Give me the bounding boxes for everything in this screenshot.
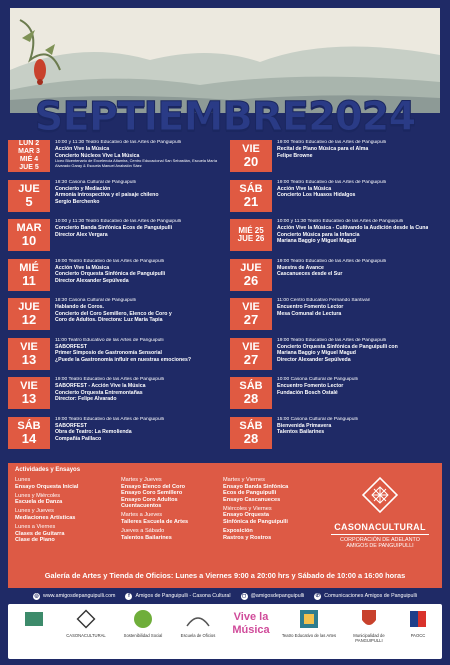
instagram-icon: ◻ [241,593,247,599]
sponsors-strip [8,604,442,659]
event-date-badge [8,140,50,172]
event-info [50,377,164,411]
event-title-line: Fundación Bosch Ostalé [277,389,338,396]
activities-column-2 [121,477,221,544]
activity-name: Ensayo Orquesta [223,512,270,519]
activity-item [223,528,323,541]
casona-cultural-logo [326,475,434,565]
activity-name: Ecos de Panguipulli [223,490,277,497]
social-links [0,590,450,602]
event-title-line: Obra de Teatro: La Remolienda [55,429,132,436]
activity-days: Lunes [15,477,31,483]
event-title-line: Concierto Los Huasos Hidalgos [277,192,356,199]
event-title-line: Concierto Música para la Infancia [277,231,360,238]
activities-column-1 [15,477,120,546]
escuela-icon [183,608,213,630]
event-title-line: Director Alexander Sepúlveda [277,356,351,363]
event-date-badge [230,377,272,409]
event-venue: 19:00 Teatro Educativo de las Artes de Panguipulli [277,179,386,185]
social-web[interactable] [33,593,115,600]
sponsor-municipalidad-label: Municipalidad de PANGUIPULLI [353,633,385,643]
event-item [230,417,444,451]
activity-name: Clase de Piano [15,537,55,544]
event-title-line: Director Alexander Sepúlveda [55,277,129,284]
event-item [8,140,222,174]
municipal-shield-icon [360,608,378,630]
event-item [230,140,444,174]
sponsor-teatro-label: Teatro Educativo de las Artes [281,633,337,638]
event-date-badge [230,140,272,172]
event-day-number: 11 [22,272,36,288]
event-title-line: SABORFEST [55,343,87,350]
event-date-line: JUE 5 [19,164,39,171]
event-title-line: Primer Simposio de Gastronomía Sensorial [55,350,162,357]
event-weekday: SÁB [239,182,263,195]
event-venue: 18:30 Casona Cultural de Panguipulli [55,179,136,185]
event-date-line: MIÉ 4 [19,156,39,163]
event-title-line: Armonía introspectiva y el paisaje chileno [55,192,159,199]
event-weekday: JUE [18,301,40,313]
event-date-line: MIÉ 25 [238,226,264,235]
event-info [50,219,181,253]
event-title-line: Hablando de Coros. [55,304,104,311]
event-venue: 15:00 Casona Cultural de Panguipulli [277,416,358,422]
event-title-line: Mesa Comunal de Lectura [277,310,342,317]
casona-logo-name: CASONACULTURAL [334,522,426,532]
event-weekday: VIE [20,340,38,353]
sponsor-teatro [276,608,342,638]
event-venue: 19:00 Teatro Educativo de las Artes de Panguipulli [55,416,164,422]
activity-name: Escuela de Danza [15,499,63,506]
sponsor-escuela [170,608,226,638]
event-weekday: VIE [20,380,38,392]
activity-item [223,477,323,503]
event-day-number: 13 [21,391,37,406]
sponsor-sostenibilidad-label: Sostenibilidad Social [123,633,163,638]
event-day-number: 14 [21,430,37,446]
event-date-line: LUN 2 [18,140,40,147]
activity-days: Lunes y Jueves [15,508,54,515]
event-title-line: Recital de Piano Música para el Alma [277,146,369,153]
sponsor-sostenibilidad [118,608,168,638]
event-date-badge [230,259,272,291]
event-day-number: 28 [243,430,259,446]
event-weekday: MIÉ [19,261,39,274]
event-venue: 19:00 Teatro Educativo de las Artes de Panguipulli [277,337,386,343]
leaf-icon [132,608,154,630]
event-date-badge [8,219,50,251]
activity-days: Miércoles y Viernes [223,505,272,512]
event-item [8,219,222,253]
web-icon: ◎ [34,593,39,599]
event-weekday: JUE [18,182,40,195]
event-day-number: 12 [21,312,37,327]
event-info [50,338,191,372]
activity-name: Ensayo Coro Semillero [121,490,183,497]
social-facebook[interactable] [125,593,230,600]
event-info [50,417,164,451]
event-weekday: MAR [16,222,42,234]
event-title-line: Sergio Berchenko [55,198,100,205]
event-date-badge [8,180,50,212]
social-whatsapp[interactable] [314,593,417,600]
event-title-line: Concierto Orquesta Sinfónica de Panguipulli con [277,343,398,350]
sponsor-paocc [398,608,438,638]
event-date-line: MAR 3 [18,148,40,155]
event-day-number: 20 [243,154,259,169]
event-date-badge [230,219,272,251]
event-weekday: VIE [242,301,260,313]
teatro-icon [298,608,320,630]
event-weekday: SÁB [239,419,263,432]
event-title-line: Encuentro Fomento Lector [277,383,344,390]
event-day-number: 21 [243,193,259,209]
event-venue: 10:00 y 11:30 Teatro Educativo de las Artes de Panguipulli [55,140,181,145]
casona-logo-mark-icon [360,475,400,515]
event-title-line: Talentos Bailarines [277,429,325,436]
social-instagram[interactable] [241,593,305,600]
activity-name: Clases de Guitarra [15,530,65,537]
social-facebook-label: Amigos de Panguipulli - Casona Cultural [135,593,231,599]
event-title-line: Acción Vive la Música - Cultivando la Audición desde la Cuna [277,225,429,232]
event-title-line: SABORFEST - Acción Vive la Música [55,383,146,390]
activity-days: Lunes y Miércoles [15,492,61,499]
page-title: SEPTIEMBRE2024 [34,94,416,140]
event-note: Liceo Bicentenario de Excelencia Altamira, Centro Educacional San Sebastián, Escuela María Alvarado Garay & Escuela Manuel Anabalón Sáez [55,158,217,168]
sponsor-paocc-label: PAOCC [410,633,426,638]
event-venue: 19:00 Teatro Educativo de las Artes de Panguipulli [277,258,386,264]
gallery-hours: Galería de Artes y Tienda de Oficios: Lunes a Viernes 9:00 a 20:00 hrs y Sábado de 10:00 a 16:00 horas [44,571,406,580]
event-title-line: Coro de Adultos. Directora: Luz María Tapia [55,317,163,324]
event-weekday: SÁB [239,380,263,392]
casona-logo-sub-1: CORPORACIÓN DE ADELANTO [340,537,420,543]
event-info [50,298,172,332]
event-title-line: Cascanueces desde el Sur [277,271,343,278]
activity-name: Ensayo Cascanueces [223,496,281,503]
whatsapp-icon: ✆ [315,593,320,599]
activity-item [15,524,120,544]
activity-name: Ensayo Coro Adultos [121,496,178,503]
event-title-line: Felipe Browne [277,152,313,159]
activity-days: Jueves a Sábado [121,528,165,535]
event-title-line: Concierto Orquesta Entremontañas [55,389,143,396]
event-item [8,180,222,214]
event-date-badge [230,338,272,370]
event-date-badge [230,180,272,212]
activity-item [121,477,221,510]
event-date-badge [230,298,272,330]
activity-days: Martes y Jueves [121,477,162,483]
event-title-line: Director: Felipe Alvarado [55,396,117,403]
events-calendar [8,140,444,458]
activities-panel [8,463,442,588]
activity-days: Lunes a Viernes [15,524,56,531]
social-instagram-label: @amigosdepanguipulli [250,593,305,599]
sponsor-escuela-label: Escuela de Oficios [180,633,216,638]
event-item [8,259,222,293]
event-item [8,338,222,372]
event-venue: 11:00 Teatro Educativo de las Artes de Panguipulli [55,337,164,343]
casona-logo-sub-2: AMIGOS DE PANGUIPULLI [346,543,414,550]
event-info [50,259,165,293]
gobierno-chile-icon [407,608,429,630]
activity-item [121,528,221,541]
event-title-line: Acción Vive la Música [55,146,110,153]
event-day-number: 27 [243,312,259,327]
event-title-line: Mariana Baggio y Miguel Magud [277,350,356,357]
event-date-badge [8,417,50,449]
activities-title: Actividades y Ensayos [15,467,81,473]
sponsor-logo-1 [14,608,54,633]
event-info [272,377,358,411]
event-venue: 10:00 Casona Cultural de Panguipulli [277,377,358,382]
activity-days: Martes y Viernes [223,477,265,483]
event-item [230,298,444,332]
activities-column-3 [223,477,323,544]
activity-name: Cuentacuentos [121,503,162,510]
sponsor-emblem-icon [23,608,45,630]
event-venue: 18:30 Casona Cultural de Panguipulli [55,298,136,303]
event-title-line: Acción Vive la Música [277,185,332,192]
activity-name: Ensayo Banda Sinfónica [223,483,289,490]
event-info [272,180,386,214]
event-weekday: JUE [240,261,262,274]
activity-name: Talleres Escuela de Artes [121,519,189,526]
event-date-line: JUE 26 [237,234,265,243]
social-web-label: www.amigosdepanguipulli.com [43,593,116,599]
event-date-badge [8,338,50,370]
event-info [272,298,370,332]
event-title-line: Concierto Núcleos Vive La Música [55,152,140,159]
activity-name: Sinfónica de Panguipulli [223,519,288,526]
event-item [230,219,444,253]
social-whatsapp-label: Comunicaciones Amigos de Panguipulli [324,593,417,599]
facebook-icon: f [125,593,132,600]
event-info [50,180,159,214]
event-item [230,338,444,372]
event-info [272,338,398,372]
event-title-line: Mariana Baggio y Miguel Magud [277,238,356,245]
event-title-line: Concierto Orquesta Sinfónica de Panguipulli [55,271,166,278]
event-title-line: ¿Puede la Gastronomía influir en nuestras emociones? [55,356,192,363]
sponsor-casona-label: CASONACULTURAL [66,633,106,638]
event-day-number: 27 [243,351,259,367]
activity-name: Ensayo Orquesta Inicial [15,483,79,490]
activity-name: Rastros y Rostros [223,534,272,541]
sponsor-municipalidad [344,608,394,643]
event-info [272,140,386,174]
event-item [230,377,444,411]
sponsor-vive-label: Vive la Música [232,611,270,636]
event-item [230,180,444,214]
event-title-line: Concierto del Coro Semillero, Elenco de Coro y [55,310,172,317]
activity-item [121,512,221,525]
event-date-badge [8,377,50,409]
event-venue: 10:00 y 11:30 Teatro Educativo de las Artes de Panguipulli [277,219,403,224]
event-item [8,298,222,332]
event-title-line: Director Alex Vergara [55,231,108,238]
event-date-badge [8,298,50,330]
activity-name: Mediaciones Artísticas [15,514,76,521]
activity-name: Talentos Bailarines [121,534,172,541]
event-info [272,259,386,293]
event-title-line: Acción Vive la Música [55,264,110,271]
event-weekday: VIE [242,143,260,155]
sponsor-casona [56,608,116,638]
event-day-number: 13 [21,351,37,367]
event-title-line: Encuentro Fomento Lector [277,304,344,311]
event-title-line: Compañía Paillaco [55,435,102,442]
activity-item [15,477,120,490]
event-date-badge [230,417,272,449]
event-title-line: SABORFEST [55,422,87,429]
event-item [8,417,222,451]
event-title-line: Concierto y Mediación [55,185,111,192]
event-venue: 19:00 Teatro Educativo de las Artes de Panguipulli [55,258,164,264]
event-info [272,219,428,253]
event-day-number: 28 [243,391,259,406]
event-day-number: 26 [243,272,259,288]
event-day-number: 5 [25,193,33,209]
event-info [272,417,358,451]
event-weekday: VIE [242,340,260,353]
activity-item [223,506,323,526]
event-title-line: Bienvenida Primavera [277,422,332,429]
event-day-number: 10 [21,233,37,248]
event-title-line: Concierto Banda Sinfónica Ecos de Panguipulli [55,225,173,232]
event-venue: 19:00 Teatro Educativo de las Artes de Panguipulli [277,140,386,145]
activity-days: Martes a Jueves [121,512,163,519]
activity-item [15,508,120,521]
casona-small-icon [75,608,97,630]
event-item [230,259,444,293]
logo-divider [331,534,429,535]
sponsor-vive-la-musica [228,608,274,637]
activity-name: Exposición [223,528,253,535]
activity-name: Ensayo Elenco del Coro [121,483,186,490]
event-venue: 10:00 y 11:30 Teatro Educativo de las Artes de Panguipulli [55,219,181,224]
event-item [8,377,222,411]
event-title-line: Muestra de Avance [277,264,324,271]
event-venue: 19:00 Teatro Educativo de las Artes de Panguipulli [55,377,164,382]
event-date-badge [8,259,50,291]
activity-item [15,493,120,506]
event-venue: 11:00 Centro Educativo Fernando Santiván [277,298,371,303]
event-info [50,140,222,174]
event-weekday: SÁB [17,419,41,432]
